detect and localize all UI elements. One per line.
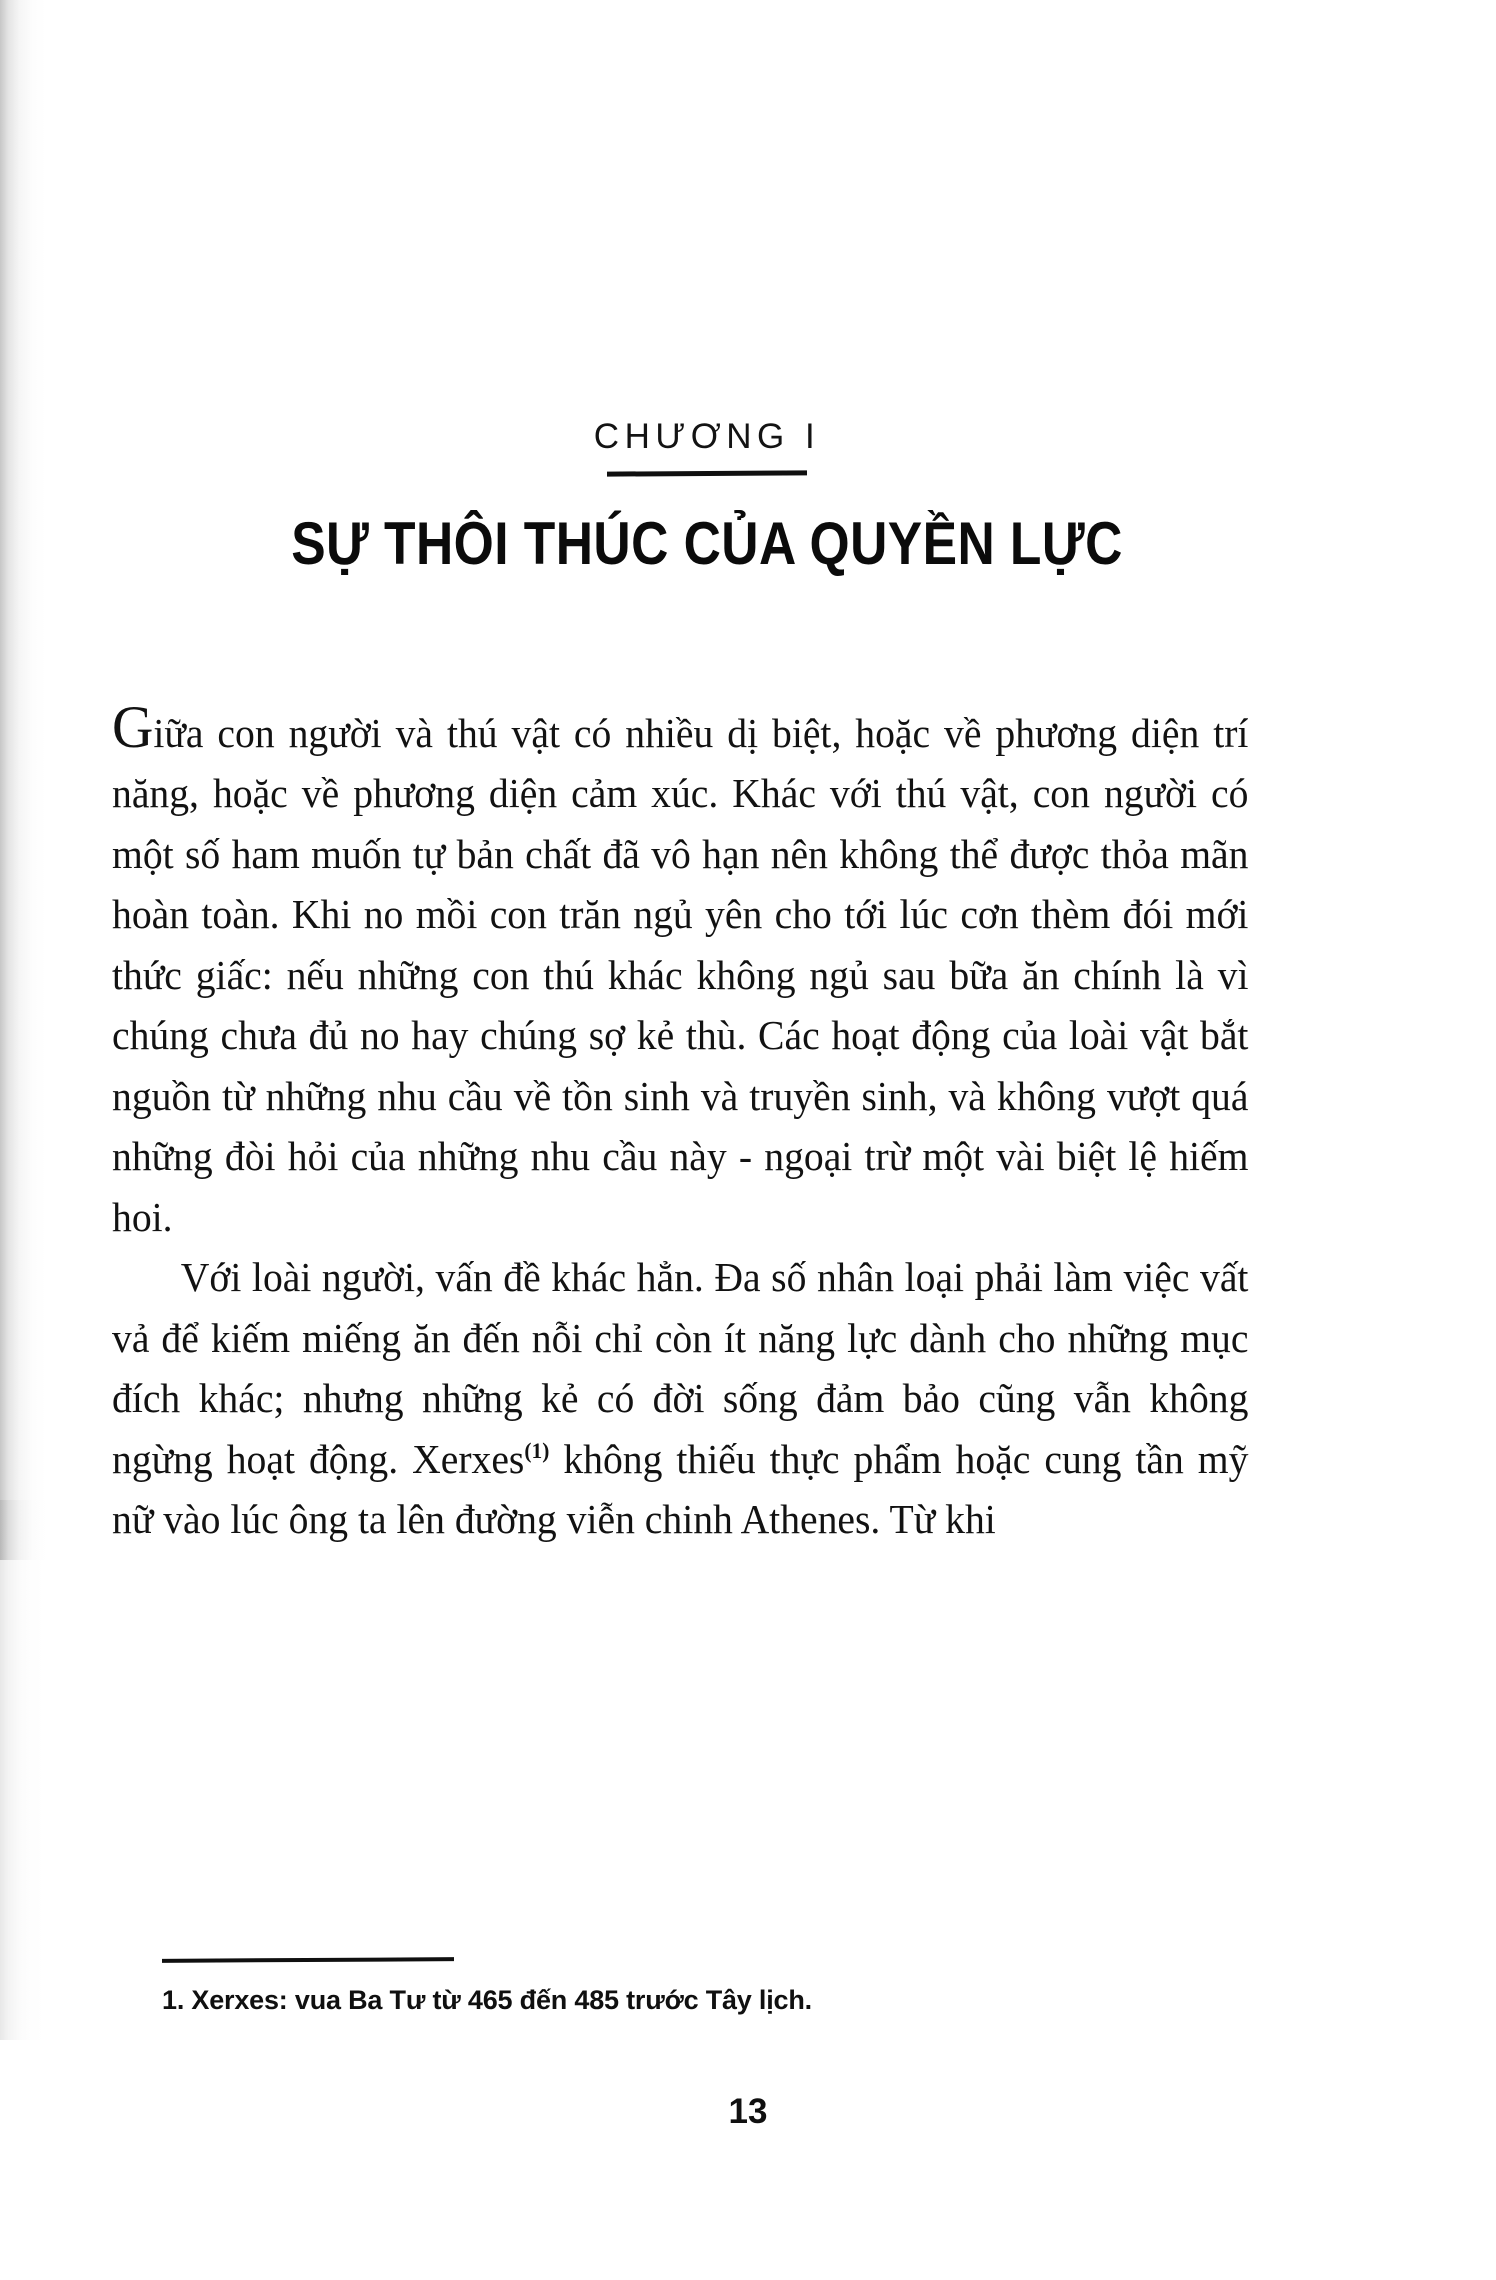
- chapter-eyebrow: CHƯƠNG I: [593, 417, 821, 456]
- paragraph-2-text-after-ref: không thiếu thực phẩm hoặc cung tần mỹ nữ vào lúc ông ta lên đường viễn chinh Athenes. Từ khi: [112, 1435, 1249, 1542]
- scan-gutter-shadow: [0, 0, 46, 1560]
- scan-gutter-shadow-lower: [0, 1500, 46, 2040]
- paragraph-2-text-before-ref: Với loài người, vấn đề khác hẳn. Đa số nhân loại phải làm việc vất vả để kiếm miếng ăn đến nỗi chỉ còn ít năng lực dành cho những mục đích khác; nhưng những kẻ có đời sống đảm bảo cũng vẫn không ngừng hoạt động. Xerxes: [112, 1254, 1249, 1482]
- paragraph-1-text: iữa con người và thú vật có nhiều dị biệt, hoặc về phương diện trí năng, hoặc về phương diện cảm xúc. Khác với thú vật, con người có một số ham muốn tự bản chất đã vô hạn nên không thể được thỏa mãn hoàn toàn. Khi no mồi con trăn ngủ yên cho tới lúc cơn thèm đói mới thức giấc: nếu những con thú khác không ngủ sau bữa ăn chính là vì chúng chưa đủ no hay chúng sợ kẻ thù. Các hoạt động của loài vật bắt nguồn từ những nhu cầu về tồn sinh và truyền sinh, và không vượt quá những đòi hỏi của những nhu cầu này - ngoại trừ một vài biệt lệ hiếm hoi.: [112, 709, 1249, 1240]
- footnote-text: 1. Xerxes: vua Ba Tư từ 465 đến 485 trước Tây lịch.: [162, 1985, 812, 2015]
- chapter-heading: [112, 418, 1302, 575]
- footnote-separator-rule: [162, 1957, 454, 1963]
- paragraph-2: [112, 1247, 1248, 1550]
- page-title: SỰ THÔI THÚC CỦA QUYỀN LỰC: [291, 509, 1123, 577]
- chapter-divider-rule: [607, 470, 807, 476]
- initial-cap: G: [112, 693, 154, 760]
- page-number: 13: [728, 2092, 768, 2131]
- body-text: [112, 693, 1302, 1550]
- paragraph-1: [112, 693, 1249, 1248]
- page-content: [112, 0, 1302, 1550]
- footnote-block: [162, 1958, 1262, 2016]
- footnote-reference-marker[interactable]: (1): [524, 1437, 550, 1463]
